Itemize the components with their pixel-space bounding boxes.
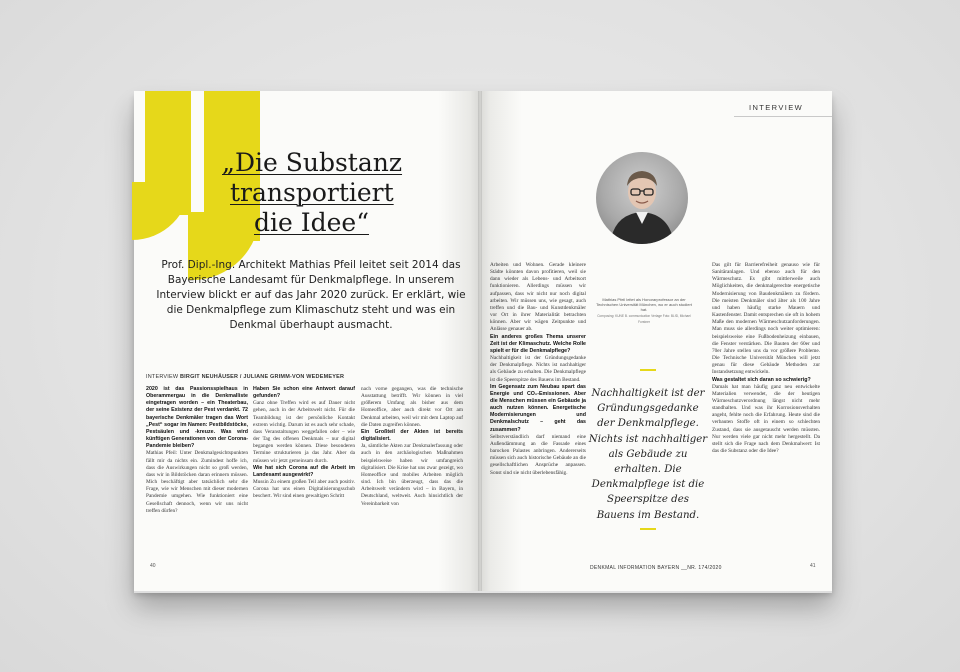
headline-line-2: transportiert (230, 178, 394, 207)
pull-quote-rule-top (640, 369, 656, 371)
answer-text: Selbstverständlich darf niemand eine Außendämmung an die Fassade eines barocken Palastes anbringen. Andererseits müssen sich auch historische Gebäude an die gesellschaftlichen Ansprüche anpassen. Sonst sind sie nicht überlebensfähig. (490, 433, 586, 476)
question-text: Im Gegensatz zum Neubau spart das Energie und CO₂-Emissionen. Aber die Menschen müssen ein Gebäude ja auch nutzen können. Energetische Modernisierungen und Denkmalschutz – geht das zusammen? (490, 383, 586, 433)
left-column-2 (253, 386, 355, 501)
answer-text: nach vorne gegangen, was die technische Ausstattung betrifft. Wir können in viel größerem Umfang als bisher aus dem Homeoffice, aber auch direkt vor Ort am Denkmal arbeiten, weil wir mit dem Laptop auf die Daten zugreifen können. (361, 386, 463, 428)
person-icon (596, 152, 688, 244)
byline-authors: BIRGIT NEUHÄUSER / JULIANE GRIMM-VON WEDEMEYER (180, 374, 345, 380)
answer-text: Damals hat man häufig ganz neu entwickelte Materialien verwendet, die der heutigen Wärmeschutzverordnung längst nicht mehr standhalten. Und was ihr Korrosionsverhalten angeht, fehlte noch die Erfahrung. Heute sind die verbauten Stoffe oft in einem so schlechten Zustand, dass sie ausgetauscht werden müssten. Nur werden viele gar nicht mehr hergestellt. Da stellt sich die Frage nach dem Denkmalwert: Ist das die Substanz oder die Idee? (712, 383, 820, 455)
question-text: 2020 ist das Passionsspielhaus in Oberammergau in die Denkmalliste eingetragen worden – ein Theaterbau, der seine Existenz der Pest verdankt. 72 bayerische Denkmäler tragen das Wort „Pest“ sogar im Namen: Pestbildstöcke, Pestsäulen und -kreuze. Was wird künftigen Generationen von der Corona-Pandemie bleiben? (146, 386, 248, 450)
answer-text: Nachhaltigkeit ist der Gründungsgedanke der Denkmalpflege. Nichts ist nachhaltiger als Gebäude zu erhalten. Die Denkmalpflege ist die Speerspitze des Bauens im Bestand. (490, 355, 586, 383)
pull-quote: Nachhaltigkeit ist der Gründungsgedanke der Denkmalpflege. Nichts ist nachhaltiger als Gebäude zu erhalten. Die Denkmalpflege ist die Speerspitze des Bauens im Bestand. (588, 388, 708, 521)
answer-text: Mussin Zu einem großen Teil aber auch positiv. Corona hat uns einen Digitalisierungsschub beschert. Wir sind einen gewaltigen Schritt (253, 479, 355, 500)
left-column-3 (361, 386, 463, 508)
byline-prefix: INTERVIEW (146, 374, 179, 380)
page-number-right: 41 (810, 563, 816, 569)
headline-line-1: „Die Substanz (222, 148, 403, 177)
right-column-3 (712, 262, 820, 455)
kicker-rule (734, 116, 832, 117)
left-column-1 (146, 386, 248, 515)
question-text: Ein Großteil der Akten ist bereits digitalisiert. (361, 428, 463, 443)
section-kicker: INTERVIEW (749, 103, 804, 112)
portrait-photo (596, 152, 688, 244)
question-text: Ein anderes großes Thema unserer Zeit ist der Klimaschutz. Welche Rolle spielt er für die Denkmalpflege? (490, 333, 586, 354)
answer-text: Mathias Pfeil: Unter Denkmalgesichtspunkten fällt mir da nichts ein. Zumindest hoffe ich, dass die Auswirkungen nicht so groß werden, dass wir in Bildstöcken daran erinnern müssen. Mich beschäftigt aber tatsächlich sehr die Frage, wie wir Menschen mit dieser modernen Pandemie umgehen. Wie funktioniert eine Gesellschaft dennoch, wenn wir uns nicht treffen dürfen? (146, 450, 248, 514)
page-number-left: 40 (150, 563, 156, 569)
question-text: Was gestaltet sich daran so schwierig? (712, 376, 811, 383)
caption-credit: Composing: KUNE B. communication Verlage Foto: BLfD, Michael Forstner (597, 313, 691, 324)
answer-text: Das gilt für Barrierefreiheit genauso wie für Sanitäranlagen. Und ebenso auch für den Wärmeschutz. Es gibt mittlerweile auch Möglichkeiten, die denkmalgerechte energetische Modernisierung von Baudenkmälern zu fördern. Die meisten Denkmäler sind älter als 100 Jahre und haben häufig starke Mauern und Kastenfenster. Damit entsprechen sie oft in hohem Maße den modernen Wärmeschutzanforderungen. Man muss sie allerdings noch weiter optimieren: beispielsweise eine Fußbodenheizung einbauen, die Fenster verstärken. Die Bauten der 60er und 70er Jahre stellen uns da vor größere Probleme. Die Technische Universität München will jetzt genau für diese Gebäude Methoden zur Instandsetzung entwickeln. (712, 262, 820, 376)
spine-gutter (478, 91, 482, 591)
answer-text: Ganz ohne Treffen wird es auf Dauer nicht gehen, auch in der Arbeitswelt nicht. Für die Teambildung ist der persönliche Kontakt extrem wichtig. Darum ist es auch sehr schade, dass Veranstaltungen weggefallen oder – wie der Tag des offenen Denkmals – nur digital begangen werden können. Diese besonderen Termine strukturieren ja das Jahr. Aber da müssen wir jetzt gemeinsam durch. (253, 400, 355, 464)
article-lead: Prof. Dipl.-Ing. Architekt Mathias Pfeil leitet seit 2014 das Bayerische Landesamt für Denkmalpflege. In unserem Interview blickt er auf das Jahr 2020 zurück. Er erklärt, wie die Denkmalpflege zum Klimaschutz steht und was ein Denkmal überhaupt ausmacht. (156, 259, 466, 331)
right-column-1 (490, 262, 586, 477)
magazine-footer: DENKMAL INFORMATION BAYERN __NR. 174/2020 (590, 565, 722, 571)
pull-quote-rule-bottom (640, 528, 656, 530)
answer-text: Arbeiten und Wohnen. Gerade kleinere Städte könnten davon profitieren, weil sie dann wieder als Lebens- und Arbeitsort funktionieren. Allerdings müssen wir aufpassen, dass wir nicht nur noch digital arbeiten. Wir müssen uns, wie gesagt, auch treffen und die Bau- und Kunstdenkmäler vor Ort in ihrer Materialität betrachten können. Aber wir wägen Zeitpunkte und Anlässe genauer ab. (490, 262, 586, 333)
byline (146, 374, 476, 380)
caption-text: Mathias Pfeil leitet als Honorarprofessor an der Technischen Universität München, wo er auch studiert hat. (596, 297, 692, 313)
photo-caption (596, 297, 692, 325)
article-headline (222, 148, 422, 238)
question-text: Wie hat sich Corona auf die Arbeit im Landesamt ausgewirkt? (253, 464, 355, 478)
headline-line-3: die Idee“ (254, 208, 369, 237)
answer-text: Ja, sämtliche Akten zur Denkmalerfassung oder auch in den archäologischen Maßnahmen beispielsweise haben wir umfangreich digitalisiert. Die Krise hat uns zwar gezeigt, wo Homeoffice und mobiles Arbeiten möglich sind. Ich bin überzeugt, dass das die Arbeitswelt verändern wird – in Bayern, in Deutschland, weltweit. Auch hinsichtlich der Vereinbarkeit von (361, 443, 463, 507)
question-text: Haben Sie schon eine Antwort darauf gefunden? (253, 386, 355, 400)
